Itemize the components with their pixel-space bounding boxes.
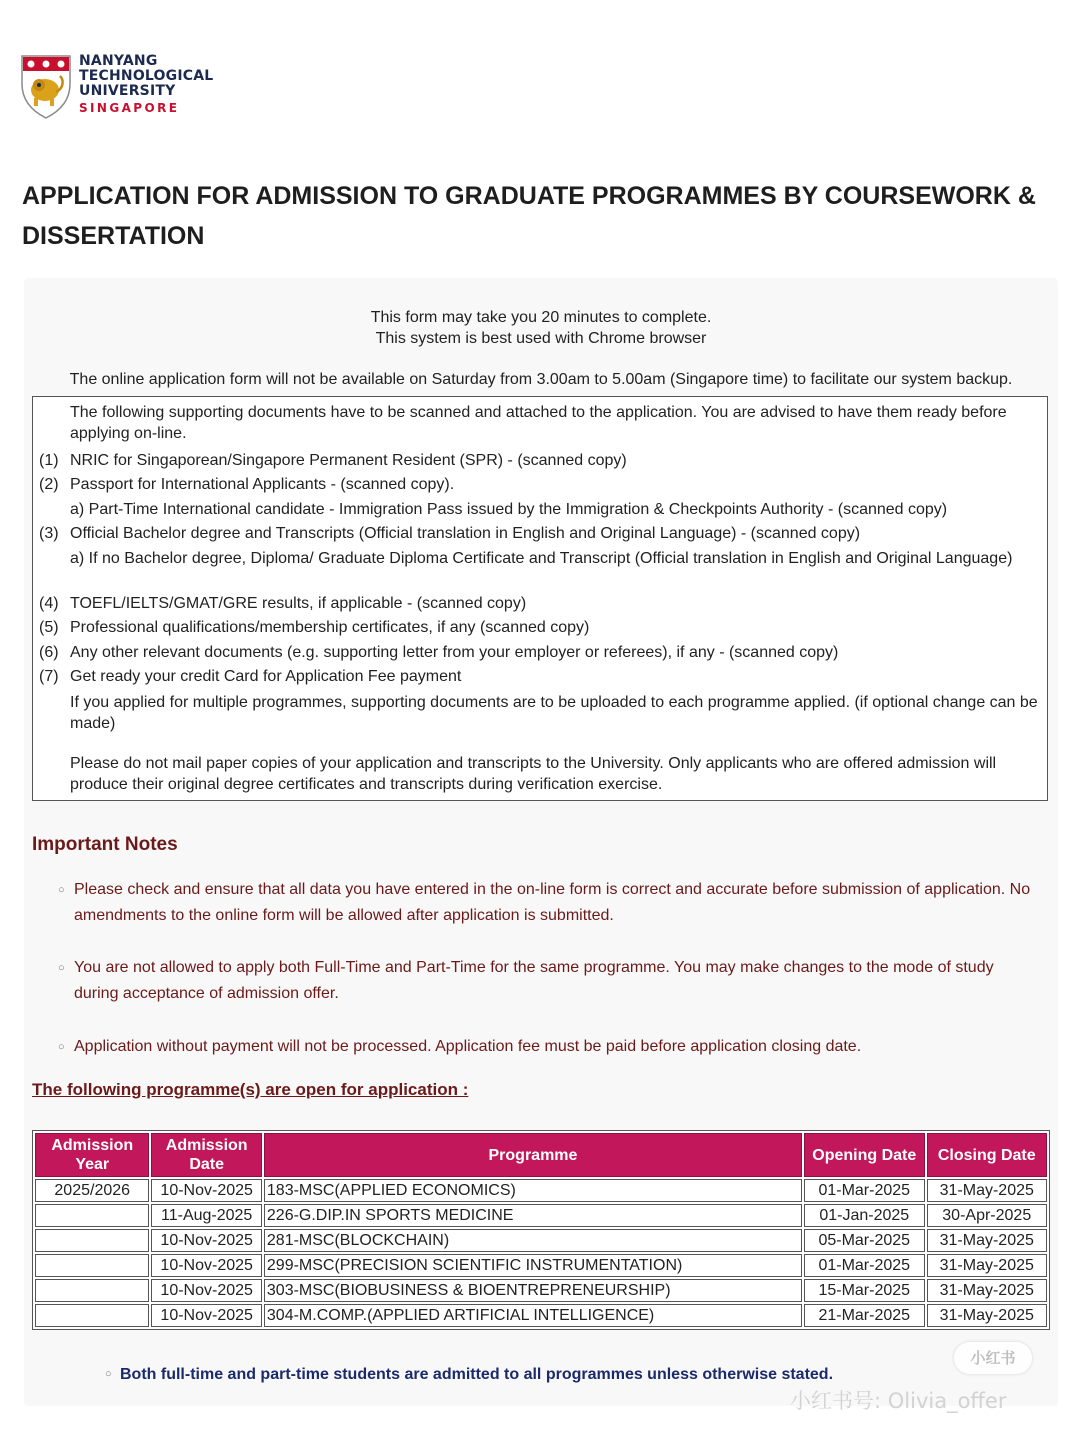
watermark-handle: 小红书号: Olivia_offer xyxy=(790,1389,1007,1413)
cell-admission-date: 10-Nov-2025 xyxy=(151,1229,261,1252)
cell-admission-date: 10-Nov-2025 xyxy=(151,1304,261,1327)
watermark-badge: 小红书 xyxy=(954,1342,1032,1374)
document-number: (3) xyxy=(39,525,59,542)
cell-opening-date: 01-Mar-2025 xyxy=(804,1179,924,1202)
ntu-logo xyxy=(20,54,220,124)
footnote-text: Both full-time and part-time students are admitted to all programmes unless otherwise stated. xyxy=(120,1366,834,1383)
cell-programme[interactable]: 226-G.DIP.IN SPORTS MEDICINE xyxy=(264,1204,802,1227)
supporting-documents-box xyxy=(32,396,1048,801)
cell-closing-date: 31-May-2025 xyxy=(927,1179,1048,1202)
table-row[interactable] xyxy=(35,1204,1047,1227)
cell-admission-date: 11-Aug-2025 xyxy=(151,1204,261,1227)
important-note-item xyxy=(58,955,1040,1007)
cell-closing-date: 31-May-2025 xyxy=(927,1279,1048,1302)
cell-admission-date: 10-Nov-2025 xyxy=(151,1279,261,1302)
table-row[interactable] xyxy=(35,1229,1047,1252)
document-text: Any other relevant documents (e.g. supporting letter from your employer or referees), if any - (scanned copy) xyxy=(70,644,839,661)
header-admission-date: Admission Date xyxy=(151,1133,261,1177)
bullet-icon: ○ xyxy=(105,1368,112,1380)
cell-opening-date: 21-Mar-2025 xyxy=(804,1304,924,1327)
cell-programme[interactable]: 303-MSC(BIOBUSINESS & BIOENTREPRENEURSHIP) xyxy=(264,1279,802,1302)
document-number: (1) xyxy=(39,452,59,469)
cell-admission-date: 10-Nov-2025 xyxy=(151,1254,261,1277)
table-row[interactable] xyxy=(35,1254,1047,1277)
logo-line-2: TECHNOLOGICAL xyxy=(79,68,214,84)
cell-programme[interactable]: 304-M.COMP.(APPLIED ARTIFICIAL INTELLIGENCE) xyxy=(264,1304,802,1327)
document-number: (4) xyxy=(39,595,59,612)
cell-opening-date: 01-Jan-2025 xyxy=(804,1204,924,1227)
cell-programme[interactable]: 281-MSC(BLOCKCHAIN) xyxy=(264,1229,802,1252)
browser-note: This system is best used with Chrome browser xyxy=(375,330,707,347)
cell-closing-date: 31-May-2025 xyxy=(927,1254,1048,1277)
cell-admission-date: 10-Nov-2025 xyxy=(151,1179,261,1202)
availability-note: The online application form will not be available on Saturday from 3.00am to 5.00am (Singapore time) to facilitate our system backup. xyxy=(69,371,1013,388)
logo-line-3: UNIVERSITY xyxy=(79,83,176,99)
cell-admission-year: 2025/2026 xyxy=(35,1179,149,1202)
cell-programme[interactable]: 183-MSC(APPLIED ECONOMICS) xyxy=(264,1179,802,1202)
document-text: Get ready your credit Card for Application Fee payment xyxy=(70,668,462,685)
logo-line-1: NANYANG xyxy=(79,53,158,69)
cell-opening-date: 05-Mar-2025 xyxy=(804,1229,924,1252)
cell-closing-date: 31-May-2025 xyxy=(927,1229,1048,1252)
cell-opening-date: 01-Mar-2025 xyxy=(804,1254,924,1277)
table-row[interactable] xyxy=(35,1304,1047,1327)
important-note-text: Application without payment will not be processed. Application fee must be paid before application closing date. xyxy=(74,1038,862,1055)
important-note-item xyxy=(58,877,1040,929)
important-note-text: Please check and ensure that all data you have entered in the on-line form is correct and accurate before submission of application. No amendments to the online form will be allowed after application is submitted. xyxy=(74,881,1031,924)
document-number: (5) xyxy=(39,619,59,636)
cell-admission-year xyxy=(35,1279,149,1302)
cell-closing-date: 30-Apr-2025 xyxy=(927,1204,1048,1227)
document-number: (7) xyxy=(39,668,59,685)
important-notes-heading: Important Notes xyxy=(32,834,178,855)
bullet-icon: ○ xyxy=(58,962,65,974)
time-note: This form may take you 20 minutes to complete. xyxy=(370,309,712,326)
document-text: Passport for International Applicants - (scanned copy). xyxy=(70,476,455,493)
full-part-time-footnote xyxy=(105,1366,834,1384)
document-text: a) Part-Time International candidate - Immigration Pass issued by the Immigration & Checkpoints Authority - (scanned copy) xyxy=(70,501,948,518)
table-row[interactable] xyxy=(35,1279,1047,1302)
document-text: Professional qualifications/membership certificates, if any (scanned copy) xyxy=(70,619,590,636)
mail-note: Please do not mail paper copies of your application and transcripts to the University. Only applicants who are offered admission will produce their original degree certificates and transcripts during verification exercise. xyxy=(70,755,997,793)
ntu-crest-icon xyxy=(20,54,72,120)
bullet-icon: ○ xyxy=(58,1041,65,1053)
document-number: (6) xyxy=(39,644,59,661)
cell-admission-year xyxy=(35,1229,149,1252)
cell-admission-year xyxy=(35,1254,149,1277)
cell-programme[interactable]: 299-MSC(PRECISION SCIENTIFIC INSTRUMENTATION) xyxy=(264,1254,802,1277)
logo-wordmark xyxy=(79,54,213,116)
page-title: APPLICATION FOR ADMISSION TO GRADUATE PROGRAMMES BY COURSEWORK & DISSERTATION xyxy=(22,182,1036,250)
programme-table xyxy=(32,1130,1050,1330)
cell-admission-year xyxy=(35,1204,149,1227)
important-note-text: You are not allowed to apply both Full-Time and Part-Time for the same programme. You may make changes to the mode of study during acceptance of admission offer. xyxy=(74,959,994,1002)
cell-closing-date: 31-May-2025 xyxy=(927,1304,1048,1327)
open-programmes-link[interactable]: The following programme(s) are open for application : xyxy=(32,1080,469,1099)
cell-opening-date: 15-Mar-2025 xyxy=(804,1279,924,1302)
document-text: TOEFL/IELTS/GMAT/GRE results, if applicable - (scanned copy) xyxy=(70,595,527,612)
table-row[interactable] xyxy=(35,1179,1047,1202)
logo-line-4: SINGAPORE xyxy=(79,101,180,115)
header-closing-date: Closing Date xyxy=(927,1133,1048,1177)
document-text: Official Bachelor degree and Transcripts (Official translation in English and Original Language) - (scanned copy) xyxy=(70,525,861,542)
document-number: (2) xyxy=(39,476,59,493)
table-header-row xyxy=(35,1133,1047,1177)
cell-admission-year xyxy=(35,1304,149,1327)
header-admission-year: Admission Year xyxy=(35,1133,149,1177)
important-note-item xyxy=(58,1034,1040,1060)
multiple-programmes-note: If you applied for multiple programmes, supporting documents are to be uploaded to each programme applied. (if optional change can be made) xyxy=(70,694,1038,732)
header-opening-date: Opening Date xyxy=(804,1133,924,1177)
documents-intro: The following supporting documents have to be scanned and attached to the application. You are advised to have them ready before applying on-line. xyxy=(70,404,1007,442)
bullet-icon: ○ xyxy=(58,884,65,896)
document-text: NRIC for Singaporean/Singapore Permanent Resident (SPR) - (scanned copy) xyxy=(70,452,627,469)
header-programme: Programme xyxy=(264,1133,802,1177)
document-text: a) If no Bachelor degree, Diploma/ Graduate Diploma Certificate and Transcript (Official translation in English and Original Language) xyxy=(70,550,1013,567)
